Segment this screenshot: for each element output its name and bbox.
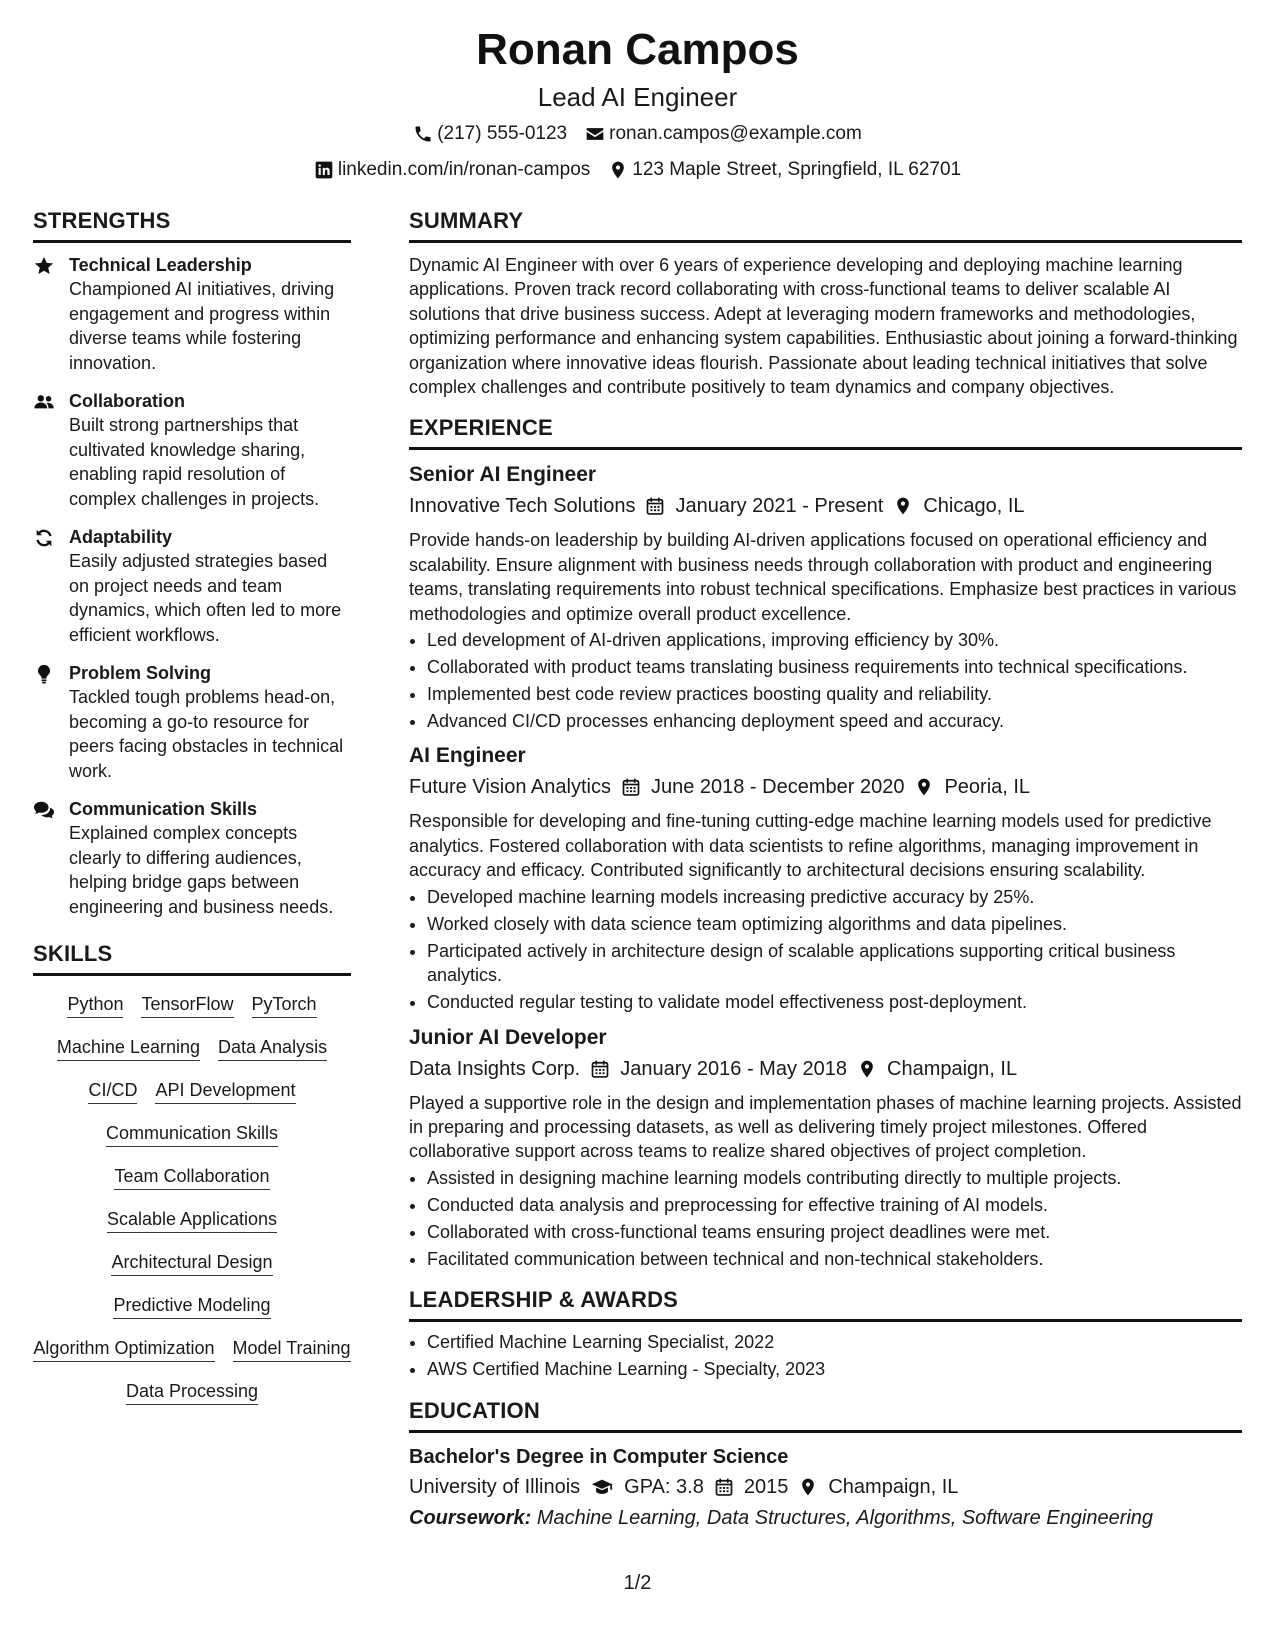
education-location: Champaign, IL: [828, 1475, 959, 1498]
graduation-cap-icon: [590, 1476, 614, 1498]
phone-contact[interactable]: [413, 118, 567, 150]
school-name: University of Illinois: [409, 1475, 581, 1498]
skill-tag: Python: [67, 992, 123, 1018]
skills-heading: SKILLS: [33, 937, 351, 976]
skill-tag: Predictive Modeling: [113, 1293, 270, 1319]
skill-tag: Data Processing: [126, 1379, 258, 1405]
email-contact[interactable]: [585, 118, 862, 150]
job-title: Senior AI Engineer: [409, 463, 597, 487]
summary-heading: SUMMARY: [409, 204, 1242, 243]
linkedin-icon: [314, 160, 334, 180]
list-item: • AWS Certified Machine Learning - Specialty, 2023: [427, 1357, 1242, 1381]
list-item: • Facilitated communication between technical and non-technical stakeholders.: [427, 1247, 1242, 1271]
strength-desc: Built strong partnerships that cultivated knowledge sharing, enabling rapid resolution of complex challenges in projects.: [69, 415, 320, 509]
candidate-role: Lead AI Engineer: [537, 82, 738, 112]
skill-tag: TensorFlow: [141, 992, 233, 1018]
address-text: 123 Maple Street, Springfield, IL 62701: [632, 159, 962, 180]
job-location: Peoria, IL: [944, 776, 1031, 799]
skill-tag: Model Training: [233, 1336, 351, 1362]
phone-icon: [413, 124, 433, 144]
left-column: [33, 204, 351, 1405]
linkedin-contact[interactable]: [314, 154, 590, 186]
strength-desc: Explained complex concepts clearly to differing audiences, helping bridge gaps between engineering and business needs.: [69, 823, 334, 917]
comments-icon: [33, 799, 55, 821]
job-entry: [409, 741, 1242, 1014]
strength-desc: Tackled tough problems head-on, becoming a go-to resource for peers facing obstacles in technical work.: [69, 687, 344, 781]
strength-item: [33, 661, 351, 783]
calendar-icon: [590, 1059, 610, 1079]
job-title: AI Engineer: [409, 744, 526, 768]
candidate-name: Ronan Campos: [476, 25, 799, 74]
skill-tag: Team Collaboration: [114, 1164, 269, 1190]
envelope-icon: [585, 124, 605, 144]
coursework-line: [409, 1503, 1242, 1533]
sync-icon: [33, 527, 55, 549]
job-dates: June 2018 - December 2020: [650, 776, 905, 799]
list-item: • Led development of AI-driven applications, improving efficiency by 30%.: [427, 628, 1242, 652]
gpa-text: GPA: 3.8: [624, 1475, 704, 1498]
map-marker-icon: [857, 1059, 877, 1079]
map-marker-icon: [914, 777, 934, 797]
job-bullets: [409, 1166, 1242, 1271]
strengths-heading: STRENGTHS: [33, 204, 351, 243]
address-contact: [608, 154, 961, 186]
skill-tag: Algorithm Optimization: [33, 1336, 214, 1362]
job-description: Provide hands-on leadership by building AI-driven applications focused on operational efficiency and scalability. Ensure alignment with business needs through collaboration with product and engineering teams, translating requirements into robust technical specifications. Emphasize best practices in various methodologies and optimize overall product excellence.: [409, 530, 1237, 624]
coursework-label: Coursework:: [409, 1506, 532, 1529]
skill-tag: API Development: [155, 1078, 295, 1104]
list-item: • Collaborated with cross-functional teams ensuring project deadlines were met.: [427, 1220, 1242, 1244]
strength-title: Communication Skills: [69, 799, 258, 819]
page-number: 1/2: [623, 1572, 652, 1594]
job-entry: [409, 460, 1242, 733]
star-icon: [33, 255, 55, 277]
job-company: Future Vision Analytics: [409, 776, 611, 799]
skill-tag: Architectural Design: [111, 1250, 272, 1276]
summary-text: Dynamic AI Engineer with over 6 years of experience developing and deploying machine learning applications. Proven track record collaborating with cross-functional teams to deliver scalable AI solutions that drive business success. Adept at leveraging modern frameworks and methodologies, optimizing performance and enhancing system capabilities. Enthusiastic about joining a forward-thinking organization where innovative ideas flourish. Passionate about leading technical initiatives that solve complex challenges and contribute positively to team dynamics and company objectives.: [409, 255, 1238, 398]
coursework-text: Machine Learning, Data Structures, Algorithms, Software Engineering: [536, 1506, 1154, 1529]
list-item: • Advanced CI/CD processes enhancing deployment speed and accuracy.: [427, 709, 1242, 733]
job-entry: [409, 1023, 1242, 1272]
linkedin-text: linkedin.com/in/ronan-campos: [337, 159, 591, 180]
calendar-icon: [714, 1477, 734, 1497]
phone-text: (217) 555-0123: [437, 123, 568, 144]
job-meta: [409, 771, 1242, 803]
list-item: • Implemented best code review practices boosting quality and reliability.: [427, 682, 1242, 706]
skill-tag: CI/CD: [88, 1078, 137, 1104]
contact-row-2: [0, 154, 1275, 186]
job-bullets: [409, 628, 1242, 733]
map-marker-icon: [798, 1477, 818, 1497]
strength-desc: Championed AI initiatives, driving engagement and progress within diverse teams while fostering innovation.: [69, 279, 335, 373]
degree-title: Bachelor's Degree in Computer Science: [409, 1445, 789, 1468]
resume-header: [0, 0, 1275, 186]
education-meta: [409, 1471, 1242, 1503]
strength-item: [33, 253, 351, 375]
strength-desc: Easily adjusted strategies based on project needs and team dynamics, which often led to more efficient workflows.: [69, 551, 342, 645]
strength-title: Problem Solving: [69, 663, 212, 683]
strength-title: Collaboration: [69, 391, 185, 411]
skill-tag: PyTorch: [252, 992, 317, 1018]
strength-title: Adaptability: [69, 527, 173, 547]
list-item: • Developed machine learning models increasing predictive accuracy by 25%.: [427, 885, 1242, 909]
lightbulb-icon: [33, 663, 55, 685]
job-meta: [409, 1053, 1242, 1085]
strength-item: [33, 797, 351, 919]
list-item: • Assisted in designing machine learning models contributing directly to multiple projects.: [427, 1166, 1242, 1190]
skills-list: [33, 986, 351, 1405]
list-item: • Conducted data analysis and preprocessing for effective training of AI models.: [427, 1193, 1242, 1217]
calendar-icon: [621, 777, 641, 797]
education-year: 2015: [743, 1475, 789, 1498]
skill-tag: Scalable Applications: [107, 1207, 277, 1233]
job-company: Innovative Tech Solutions: [409, 495, 636, 518]
job-meta: [409, 490, 1242, 522]
list-item: • Participated actively in architecture design of scalable applications supporting critical business analytics.: [427, 939, 1242, 988]
map-marker-icon: [608, 160, 628, 180]
list-item: • Worked closely with data science team optimizing algorithms and data pipelines.: [427, 912, 1242, 936]
education-entry: [409, 1443, 1242, 1533]
job-bullets: [409, 885, 1242, 1015]
job-description: Played a supportive role in the design and implementation phases of machine learning projects. Assisted in preparing and processing datasets, as well as delivering timely project milestones. Offered collaborative support across teams to realize shared objectives of project completion.: [409, 1092, 1242, 1162]
calendar-icon: [645, 496, 665, 516]
strength-title: Technical Leadership: [69, 255, 252, 275]
job-location: Champaign, IL: [887, 1057, 1018, 1080]
awards-list: [409, 1330, 1242, 1381]
strength-item: [33, 525, 351, 647]
skill-tag: Machine Learning: [57, 1035, 200, 1061]
right-column: [409, 204, 1242, 1533]
contact-row-1: [0, 118, 1275, 150]
experience-heading: EXPERIENCE: [409, 411, 1242, 450]
job-description: Responsible for developing and fine-tuning cutting-edge machine learning models used for predictive analytics. Fostered collaboration with data scientists to refine algorithms, managing improvement in accuracy and efficacy. Contributed significantly to architectural decisions ensuring scalability.: [409, 811, 1212, 881]
job-dates: January 2016 - May 2018: [620, 1057, 848, 1080]
list-item: • Certified Machine Learning Specialist, 2022: [427, 1330, 1242, 1354]
awards-heading: LEADERSHIP & AWARDS: [409, 1283, 1242, 1322]
map-marker-icon: [893, 496, 913, 516]
education-heading: EDUCATION: [409, 1394, 1242, 1433]
email-text: ronan.campos@example.com: [609, 123, 862, 144]
job-dates: January 2021 - Present: [675, 495, 884, 518]
list-item: • Conducted regular testing to validate model effectiveness post-deployment.: [427, 990, 1242, 1014]
job-title: Junior AI Developer: [409, 1025, 607, 1049]
list-item: • Collaborated with product teams translating business requirements into technical specifications.: [427, 655, 1242, 679]
job-company: Data Insights Corp.: [409, 1057, 581, 1080]
job-location: Chicago, IL: [923, 495, 1025, 518]
users-icon: [33, 391, 55, 413]
strength-item: [33, 389, 351, 511]
skill-tag: Communication Skills: [106, 1121, 278, 1147]
skill-tag: Data Analysis: [218, 1035, 327, 1061]
